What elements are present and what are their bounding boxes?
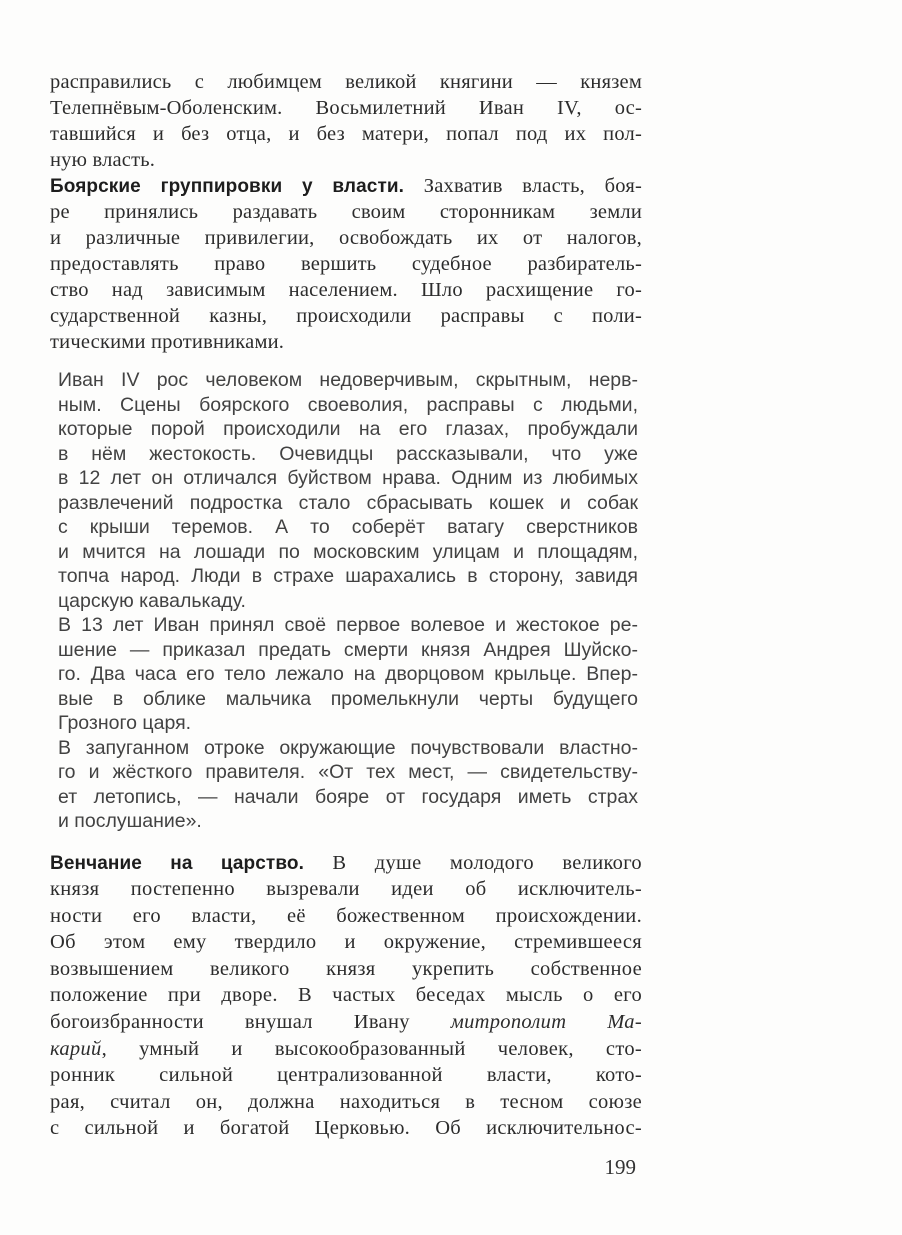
text-segment: ет летопись, — начали бояре от государя иметь страх: [58, 785, 638, 808]
text-segment: Захватив власть, боя-: [423, 175, 642, 197]
paragraph-heading: Венчание на царство.: [50, 852, 333, 874]
text-segment: шение — приказал предать смерти князя Андрея Шуйско-: [58, 638, 638, 661]
text-segment: Телепнёвым-Оболенским. Восьмилетний Иван IV, ос-: [50, 97, 642, 119]
text-segment: го и жёсткого правителя. «От тех мест, — свидетельству-: [58, 761, 638, 783]
text-segment: и различные привилегии, освобождать их от налогов,: [50, 227, 642, 249]
text-segment: рая, считал он, должна находиться в тесном союзе: [50, 1090, 642, 1113]
section-crowning: [50, 850, 642, 1143]
page-number: 199: [604, 1155, 636, 1179]
text-segment: и послушание».: [58, 810, 202, 832]
text-line: [50, 1062, 642, 1089]
text-line: [58, 393, 638, 418]
text-line: [58, 540, 638, 565]
text-segment: топча народ. Люди в страхе шарахались в сторону, завидя: [58, 565, 638, 587]
text-line: [58, 564, 638, 589]
text-line: [58, 736, 638, 761]
text-segment: с крыши теремов. А то соберёт ватагу сверстников: [58, 516, 638, 538]
text-segment: возвышением великого князя укрепить собственное: [50, 957, 642, 980]
text-segment: В запуганном отроке окружающие почувствовали властно-: [58, 736, 638, 759]
text-line: [58, 589, 638, 614]
text-column: [50, 69, 642, 1142]
text-segment: предоставлять право вершить судебное разбиратель-: [50, 253, 642, 275]
text-segment: Об этом ему твердило и окружение, стремившееся: [50, 931, 642, 954]
text-segment: Иван IV рос человеком недоверчивым, скрытным, нерв-: [58, 369, 638, 391]
section-boyar-groups: [50, 173, 642, 355]
text-line: [50, 982, 642, 1009]
text-line: [50, 69, 642, 95]
reading-passage: [58, 368, 638, 834]
text-line: [50, 903, 642, 930]
text-line: [58, 687, 638, 712]
text-line: [50, 1036, 642, 1063]
text-line: [58, 368, 638, 393]
text-line: [50, 277, 642, 303]
text-line: [50, 121, 642, 147]
text-line: [50, 147, 642, 173]
text-segment: развлечений подростка стало сбрасывать кошек и собак: [58, 491, 638, 514]
text-line: [50, 173, 642, 199]
text-segment: вые в облике мальчика промелькнули черты будущего: [58, 687, 638, 710]
text-segment: положение при дворе. В частых беседах мысль о его: [50, 984, 642, 1007]
text-line: [58, 491, 638, 516]
text-segment: ронник сильной централизованной власти, кото-: [50, 1064, 642, 1087]
text-segment: го. Два часа его тело лежало на дворцовом крыльце. Впер-: [58, 663, 638, 685]
text-line: [58, 613, 638, 638]
text-segment: тавшийся и без отца, и без матери, попал под их пол-: [50, 123, 642, 145]
text-segment: князя постепенно вызревали идеи об исключитель-: [50, 878, 642, 901]
text-segment: ную власть.: [50, 149, 156, 171]
text-segment: , умный и высокообразованный человек, сто-: [101, 1037, 642, 1060]
text-segment: в нём жестокость. Очевидцы рассказывали, что уже: [58, 442, 638, 465]
text-line: [50, 850, 642, 877]
text-segment: В 13 лет Иван принял своё первое волевое и жестокое ре-: [58, 614, 638, 636]
text-segment: ство над зависимым населением. Шло расхищение го-: [50, 279, 642, 301]
text-line: [50, 251, 642, 277]
text-segment: Грозного царя.: [58, 712, 192, 734]
text-segment: и мчится на лошади по московским улицам и площадям,: [58, 540, 638, 563]
text-segment: тическими противниками.: [50, 331, 285, 353]
text-line: [50, 225, 642, 251]
text-line: [58, 417, 638, 442]
text-line: [50, 929, 642, 956]
text-segment: В душе молодого великого: [332, 851, 642, 874]
text-segment: ности его власти, её божественном происхождении.: [50, 904, 642, 927]
text-segment: царскую кавалькаду.: [58, 589, 246, 612]
text-line: [50, 329, 642, 355]
text-segment: митрополит Ма-: [450, 1011, 642, 1034]
text-line: [58, 466, 638, 491]
text-line: [50, 95, 642, 121]
text-line: [50, 1089, 642, 1116]
text-line: [50, 303, 642, 329]
text-segment: ре принялись раздавать своим сторонникам земли: [50, 201, 642, 223]
text-line: [58, 809, 638, 834]
text-line: [50, 1115, 642, 1142]
text-line: [58, 662, 638, 687]
text-line: [50, 1009, 642, 1036]
text-line: [58, 711, 638, 736]
text-line: [50, 199, 642, 225]
text-line: [58, 638, 638, 663]
text-line: [58, 760, 638, 785]
text-line: [58, 785, 638, 810]
text-line: [58, 515, 638, 540]
text-segment: расправились с любимцем великой княгини — князем: [50, 71, 642, 93]
text-line: [50, 876, 642, 903]
text-segment: сударственной казны, происходили расправы с поли-: [50, 305, 642, 327]
text-line: [58, 442, 638, 467]
paragraph-continuation: [50, 69, 642, 173]
text-line: [50, 956, 642, 983]
text-segment: ным. Сцены боярского своеволия, расправы с людьми,: [58, 393, 638, 416]
text-segment: в 12 лет он отличался буйством нрава. Одним из любимых: [58, 467, 638, 489]
text-segment: карий: [50, 1037, 102, 1060]
paragraph-heading: Боярские группировки у власти.: [50, 176, 424, 197]
text-segment: богоизбранности внушал Ивану: [50, 1011, 451, 1034]
text-segment: с сильной и богатой Церковью. Об исключительнос-: [50, 1117, 642, 1140]
text-segment: которые порой происходили на его глазах, пробуждали: [58, 418, 638, 440]
